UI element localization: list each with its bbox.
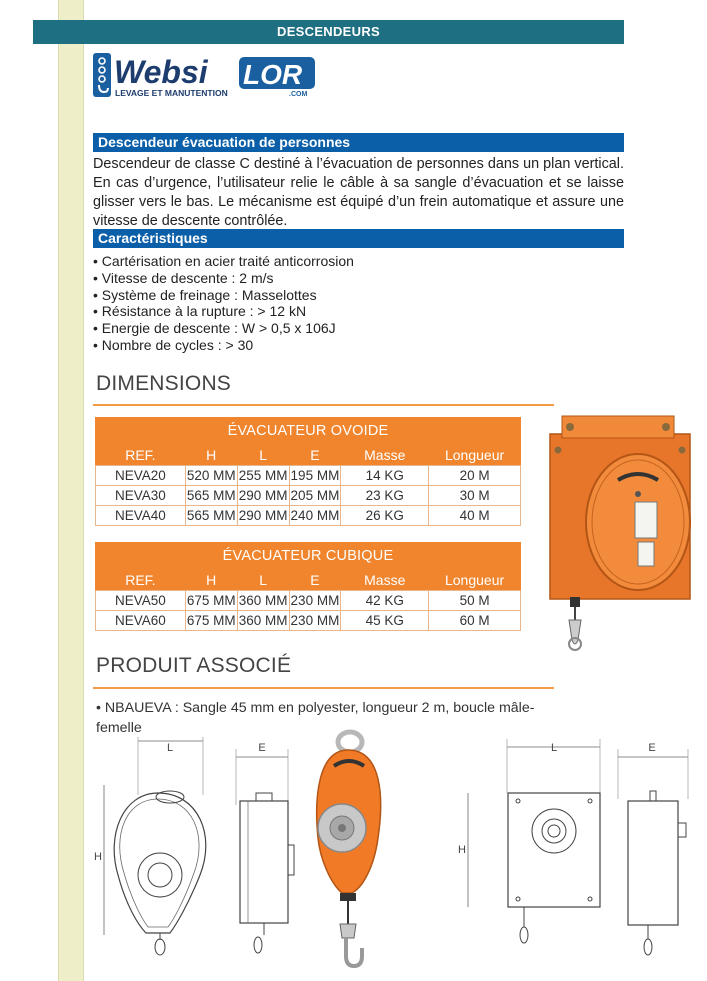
svg-text:.COM: .COM — [289, 91, 308, 98]
cubic-side-drawing — [614, 735, 698, 960]
left-margin-strip — [58, 0, 84, 981]
table-row — [96, 485, 521, 505]
cubic-descender-photo — [540, 412, 700, 657]
col-h: H — [206, 446, 217, 463]
col-longueur: Longueur — [444, 571, 505, 588]
cell-ref: NEVA40 — [96, 505, 186, 525]
associated-text: • NBAUEVA : Sangle 45 mm en polyester, longueur 2 m, boucle mâle-femelle — [96, 700, 535, 736]
cell-ref: NEVA30 — [96, 485, 186, 505]
feature-item: • Résistance à la rupture : > 12 kN — [93, 303, 513, 320]
col-ref: REF. — [125, 446, 156, 463]
label-l: L — [166, 742, 174, 754]
cell-masse: 26 KG — [341, 505, 429, 525]
cell-e: 230 MM — [289, 590, 341, 610]
svg-text:LOR: LOR — [243, 59, 303, 90]
cell-longueur: 20 M — [429, 465, 521, 485]
label-h: H — [94, 851, 102, 863]
ovoid-front-drawing — [88, 735, 210, 960]
cubic-front-drawing — [452, 735, 610, 960]
cell-l: 290 MM — [237, 485, 289, 505]
feature-item: • Cartérisation en acier traité anticorrosion — [93, 253, 513, 270]
cell-h: 565 MM — [185, 505, 237, 525]
cell-masse: 45 KG — [341, 610, 429, 630]
cell-e: 230 MM — [289, 610, 341, 630]
col-l: L — [259, 571, 267, 588]
label-l: L — [550, 742, 558, 754]
table-row — [96, 610, 521, 630]
ovoide-table — [95, 417, 521, 526]
cell-masse: 42 KG — [341, 590, 429, 610]
associated-heading: PRODUIT ASSOCIÉ — [96, 654, 292, 677]
col-masse: Masse — [364, 571, 406, 588]
col-ref: REF. — [125, 571, 156, 588]
col-masse: Masse — [364, 446, 406, 463]
feature-item: • Vitesse de descente : 2 m/s — [93, 270, 513, 287]
cell-l: 290 MM — [237, 505, 289, 525]
cell-l: 360 MM — [237, 590, 289, 610]
cubique-table-caption: ÉVACUATEUR CUBIQUE — [222, 548, 394, 564]
websilor-logo — [93, 51, 323, 101]
description-text: Descendeur de classe C destiné à l’évacuation de personnes dans un plan vertical. En cas d’urgence, l’utilisateur relie le câble à sa sangle d’évacuation et se laisse glisser vers le bas. Le mécanisme est équipé d’un frein automatique et assure une vitesse de descente contrôlée. — [93, 156, 624, 229]
cell-longueur: 60 M — [429, 610, 521, 630]
label-h: H — [458, 844, 466, 856]
cell-h: 675 MM — [185, 590, 237, 610]
feature-item: • Système de freinage : Masselottes — [93, 287, 513, 304]
table-row — [96, 590, 521, 610]
col-e: E — [310, 446, 320, 463]
features-list — [93, 253, 513, 354]
cell-l: 360 MM — [237, 610, 289, 630]
associated-product-photo — [312, 728, 384, 973]
description-section-title: Descendeur évacuation de personnes — [93, 133, 624, 152]
ovoid-side-drawing — [228, 735, 300, 960]
cell-e: 205 MM — [289, 485, 341, 505]
cell-h: 675 MM — [185, 610, 237, 630]
cell-ref: NEVA50 — [96, 590, 186, 610]
table-row — [96, 465, 521, 485]
cubique-table — [95, 542, 521, 631]
col-longueur: Longueur — [444, 446, 505, 463]
cell-h: 520 MM — [185, 465, 237, 485]
label-e: E — [648, 742, 656, 754]
page-header: DESCENDEURS — [33, 20, 624, 44]
cell-l: 255 MM — [237, 465, 289, 485]
cell-longueur: 30 M — [429, 485, 521, 505]
cell-longueur: 50 M — [429, 590, 521, 610]
feature-item: • Energie de descente : W > 0,5 x 106J — [93, 320, 513, 337]
cell-longueur: 40 M — [429, 505, 521, 525]
label-e: E — [258, 742, 266, 754]
cell-h: 565 MM — [185, 485, 237, 505]
feature-item: • Nombre de cycles : > 30 — [93, 337, 513, 354]
cell-ref: NEVA60 — [96, 610, 186, 630]
svg-text:LEVAGE ET MANUTENTION: LEVAGE ET MANUTENTION — [115, 88, 228, 98]
cell-e: 195 MM — [289, 465, 341, 485]
dimensions-heading: DIMENSIONS — [96, 372, 232, 395]
dimensions-rule — [93, 404, 554, 406]
svg-text:Websi: Websi — [114, 54, 208, 90]
cell-ref: NEVA20 — [96, 465, 186, 485]
ovoide-table-caption: ÉVACUATEUR OVOIDE — [227, 423, 389, 439]
cell-e: 240 MM — [289, 505, 341, 525]
col-l: L — [259, 446, 267, 463]
cell-masse: 23 KG — [341, 485, 429, 505]
col-h: H — [206, 571, 217, 588]
cell-masse: 14 KG — [341, 465, 429, 485]
features-section-title: Caractéristiques — [93, 229, 624, 248]
associated-rule — [93, 687, 554, 689]
table-row — [96, 505, 521, 525]
col-e: E — [310, 571, 320, 588]
